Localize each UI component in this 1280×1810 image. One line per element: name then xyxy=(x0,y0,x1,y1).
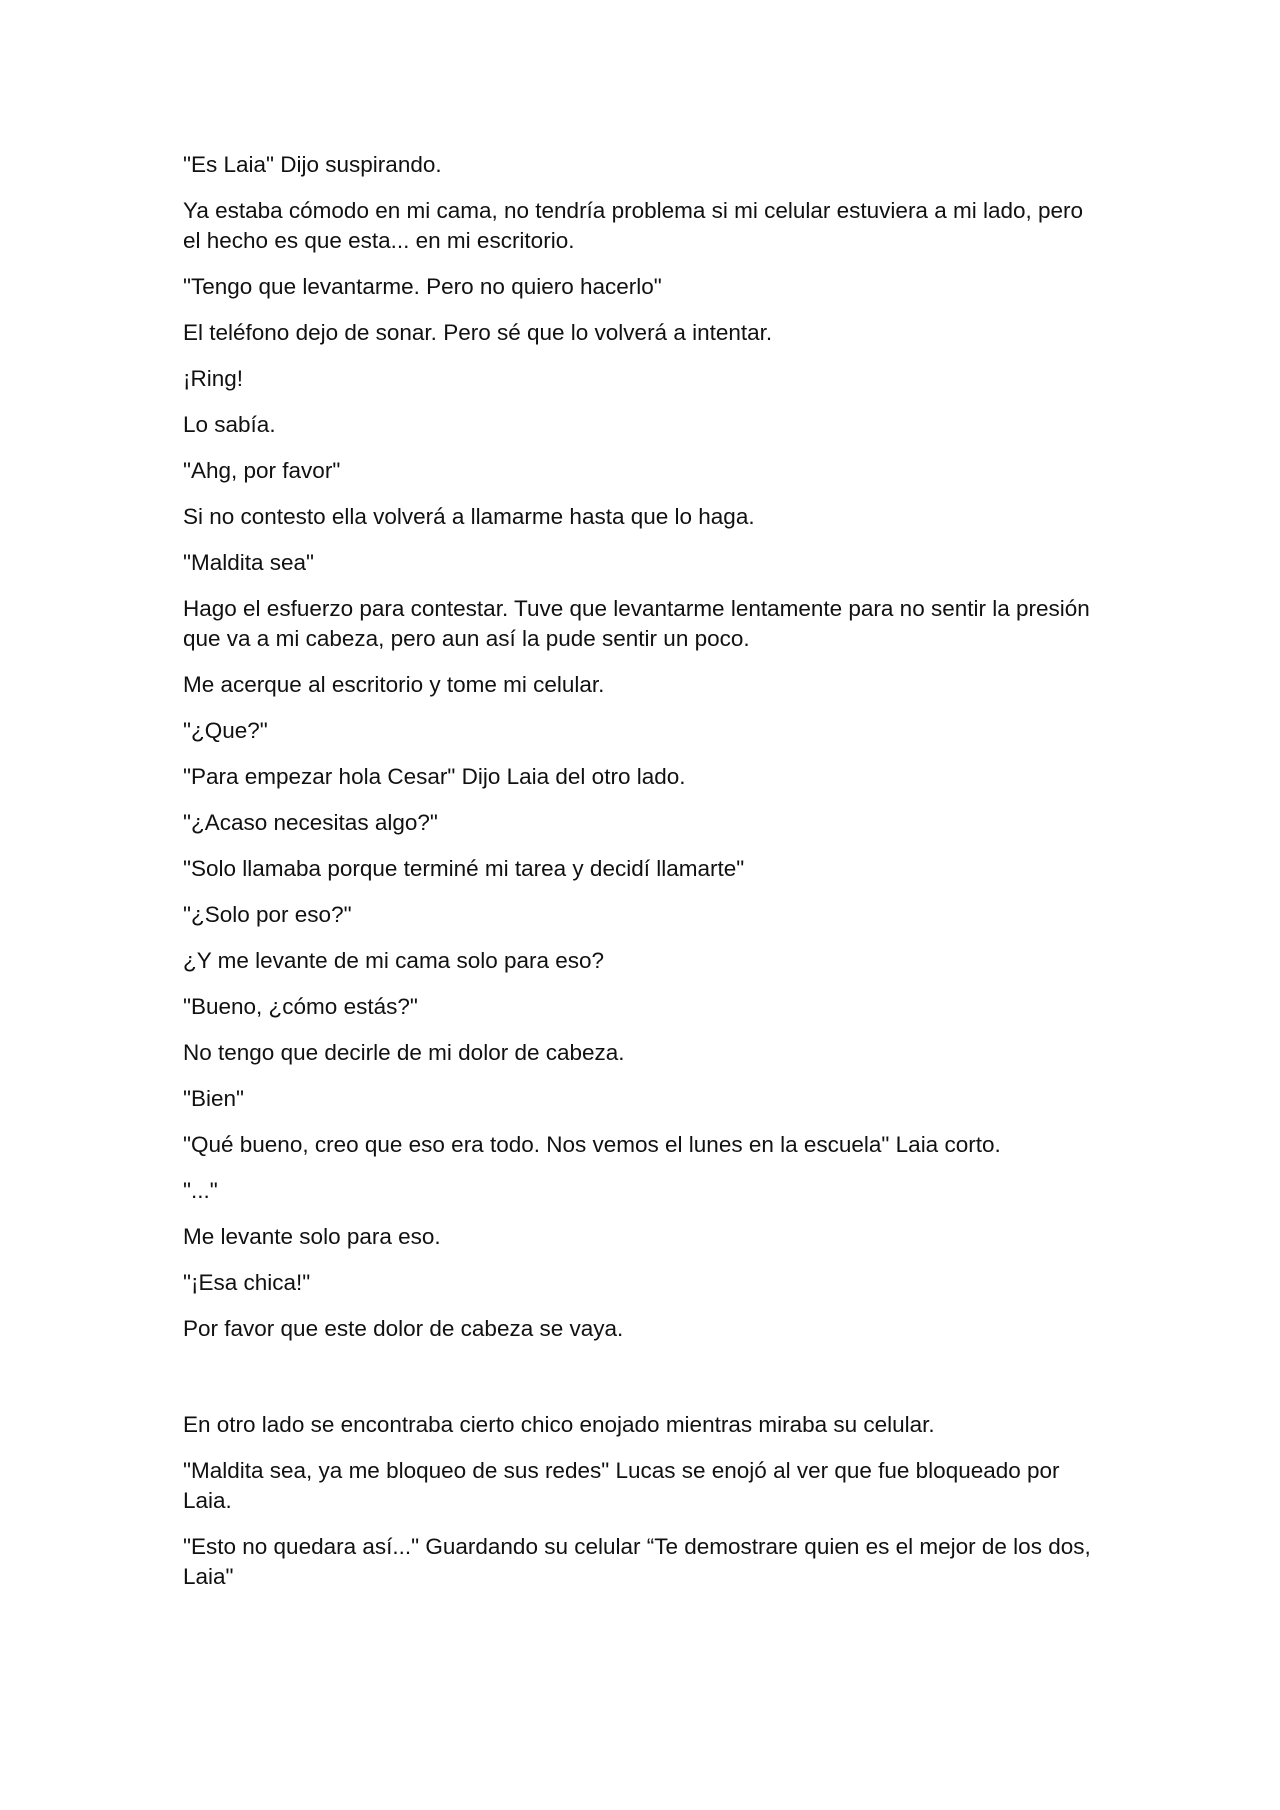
paragraph: "¿Que?" xyxy=(183,718,268,743)
paragraph: Lo sabía. xyxy=(183,412,276,437)
paragraph: "Esto no quedara así..." Guardando su celular “Te demostrare quien es el mejor de los dos, Laia" xyxy=(183,1534,1091,1589)
document-body xyxy=(183,150,1103,1608)
paragraph: "Bueno, ¿cómo estás?" xyxy=(183,994,418,1019)
paragraph: El teléfono dejo de sonar. Pero sé que lo volverá a intentar. xyxy=(183,320,773,345)
paragraph: ¡Ring! xyxy=(183,366,244,391)
paragraph: "Bien" xyxy=(183,1086,245,1111)
paragraph: Me acerque al escritorio y tome mi celular. xyxy=(183,672,605,697)
paragraph: "Tengo que levantarme. Pero no quiero hacerlo" xyxy=(183,274,662,299)
section-break xyxy=(183,1360,1103,1410)
paragraph: "¡Esa chica!" xyxy=(183,1270,311,1295)
paragraph: "¿Solo por eso?" xyxy=(183,902,352,927)
paragraph: "Solo llamaba porque terminé mi tarea y decidí llamarte" xyxy=(183,856,745,881)
paragraph: No tengo que decirle de mi dolor de cabeza. xyxy=(183,1040,625,1065)
paragraph: "Qué bueno, creo que eso era todo. Nos vemos el lunes en la escuela" Laia corto. xyxy=(183,1132,1001,1157)
paragraph: "Para empezar hola Cesar" Dijo Laia del otro lado. xyxy=(183,764,686,789)
paragraph: Si no contesto ella volverá a llamarme hasta que lo haga. xyxy=(183,504,755,529)
paragraph: "Maldita sea" xyxy=(183,550,315,575)
paragraph: Me levante solo para eso. xyxy=(183,1224,441,1249)
paragraph: "..." xyxy=(183,1178,218,1203)
paragraph: "¿Acaso necesitas algo?" xyxy=(183,810,438,835)
paragraph: "Es Laia" Dijo suspirando. xyxy=(183,152,442,177)
paragraph: Por favor que este dolor de cabeza se vaya. xyxy=(183,1316,624,1341)
paragraph: Ya estaba cómodo en mi cama, no tendría problema si mi celular estuviera a mi lado, pero el hecho es que esta... en mi escritorio. xyxy=(183,198,1084,253)
paragraph: Hago el esfuerzo para contestar. Tuve que levantarme lentamente para no sentir la presión que va a mi cabeza, pero aun así la pude sentir un poco. xyxy=(183,596,1090,651)
paragraph: En otro lado se encontraba cierto chico enojado mientras miraba su celular. xyxy=(183,1412,935,1437)
paragraph: ¿Y me levante de mi cama solo para eso? xyxy=(183,948,605,973)
paragraph: "Ahg, por favor" xyxy=(183,458,341,483)
paragraph: "Maldita sea, ya me bloqueo de sus redes" Lucas se enojó al ver que fue bloqueado por Laia. xyxy=(183,1458,1060,1513)
